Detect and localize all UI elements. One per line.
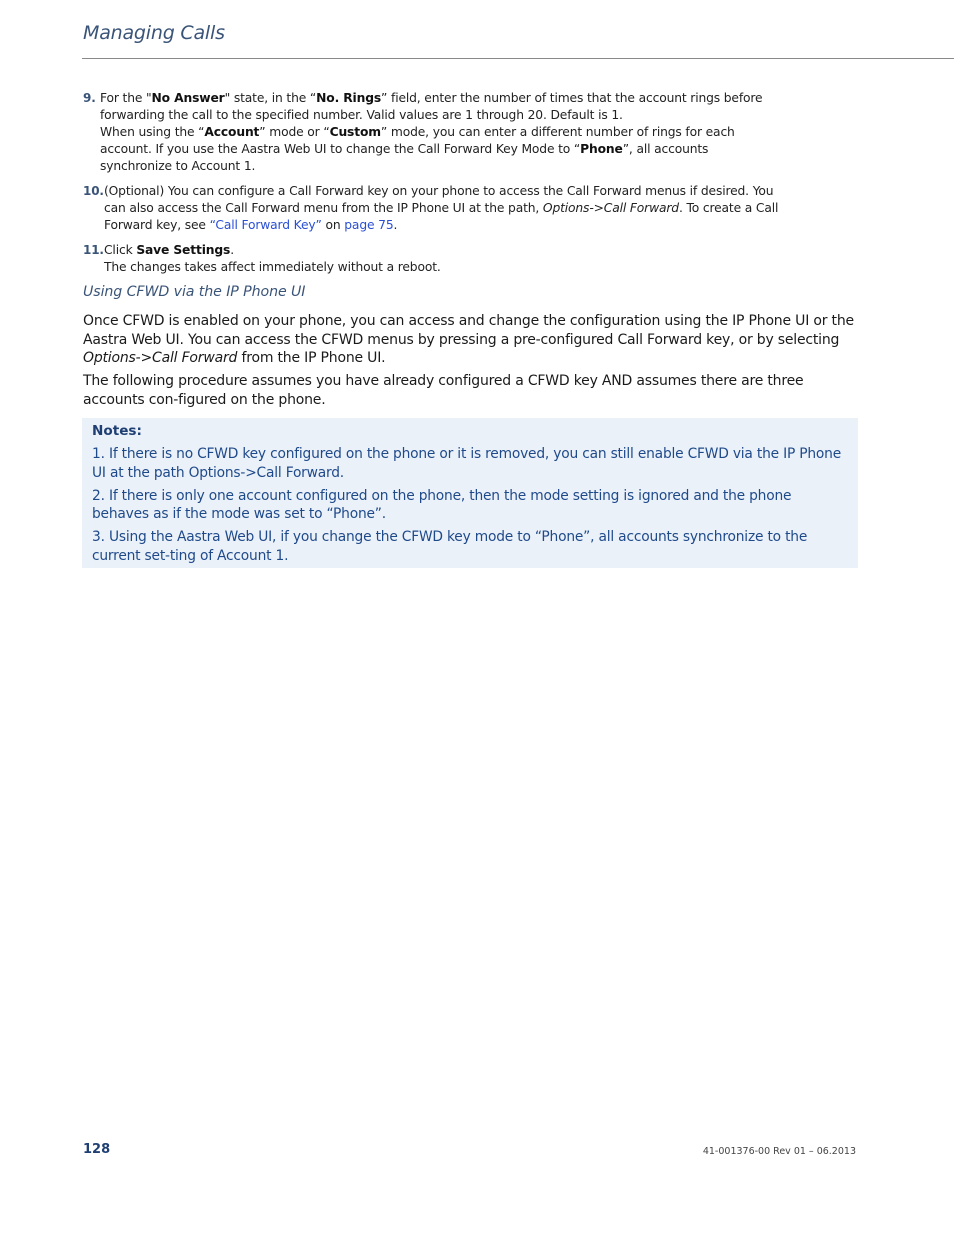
procedure-steps: [83, 90, 783, 284]
document-id: 41-001376-00 Rev 01 – 06.2013: [702, 1146, 856, 1157]
step-10-text: (Optional) You can configure a Call Forward key on your phone to access the Call Forward menus if desired. You can also access the Call Forward menu from the IP Phone UI at the path, Options->Call Forward. To create a Call Forward key, see “Call Forward Key” on page 75.: [104, 184, 779, 232]
step-11: [83, 242, 783, 276]
step-number: 9.: [83, 91, 96, 105]
notes-title: Notes:: [92, 423, 142, 439]
page-75-link[interactable]: page 75: [344, 218, 394, 232]
page-number: 128: [83, 1142, 111, 1157]
notes-box: [82, 418, 858, 568]
step-11-line1: Click Save Settings.: [104, 243, 234, 257]
step-number: 10.: [83, 184, 104, 198]
section-heading: Using CFWD via the IP Phone UI: [83, 284, 306, 300]
body-paragraph-2: The following procedure assumes you have already configured a CFWD key AND assumes there are three accounts con-figured on the phone.: [83, 373, 804, 408]
step-number: 11.: [83, 243, 104, 257]
step-9-line2: When using the “Account” mode or “Custom” mode, you can enter a different number of rings for each account. If you use the Aastra Web UI to change the Call Forward Key Mode to “Phone”, all accounts synchronize to Account 1.: [100, 125, 735, 173]
note-item: 2. If there is only one account configured on the phone, then the mode setting is ignored and the phone behaves as if the mode was set to “Phone”.: [92, 487, 792, 523]
step-9: [83, 90, 783, 175]
step-9-line1: For the "No Answer" state, in the “No. Rings” field, enter the number of times that the account rings before forwarding the call to the specified number. Valid values are 1 through 20. Default is 1.: [100, 91, 763, 122]
body-paragraph-1: Once CFWD is enabled on your phone, you can access and change the configuration using the IP Phone UI or the Aastra Web UI. You can access the CFWD menus by pressing a pre-configured Call Forward key, or by selecting Options->Call Forward from the IP Phone UI.: [83, 313, 854, 366]
step-10: [83, 183, 783, 234]
step-11-line2: The changes takes affect immediately without a reboot.: [104, 260, 441, 274]
note-item: 3. Using the Aastra Web UI, if you change the CFWD key mode to “Phone”, all accounts synchronize to the current set-ting of Account 1.: [92, 529, 808, 564]
call-forward-key-link[interactable]: “Call Forward Key”: [209, 218, 322, 232]
note-item: 1. If there is no CFWD key configured on the phone or it is removed, you can still enable CFWD via the IP Phone UI at the path Options->Call Forward.: [92, 446, 842, 481]
header-divider: [82, 58, 954, 59]
page-header-title: Managing Calls: [83, 22, 225, 44]
